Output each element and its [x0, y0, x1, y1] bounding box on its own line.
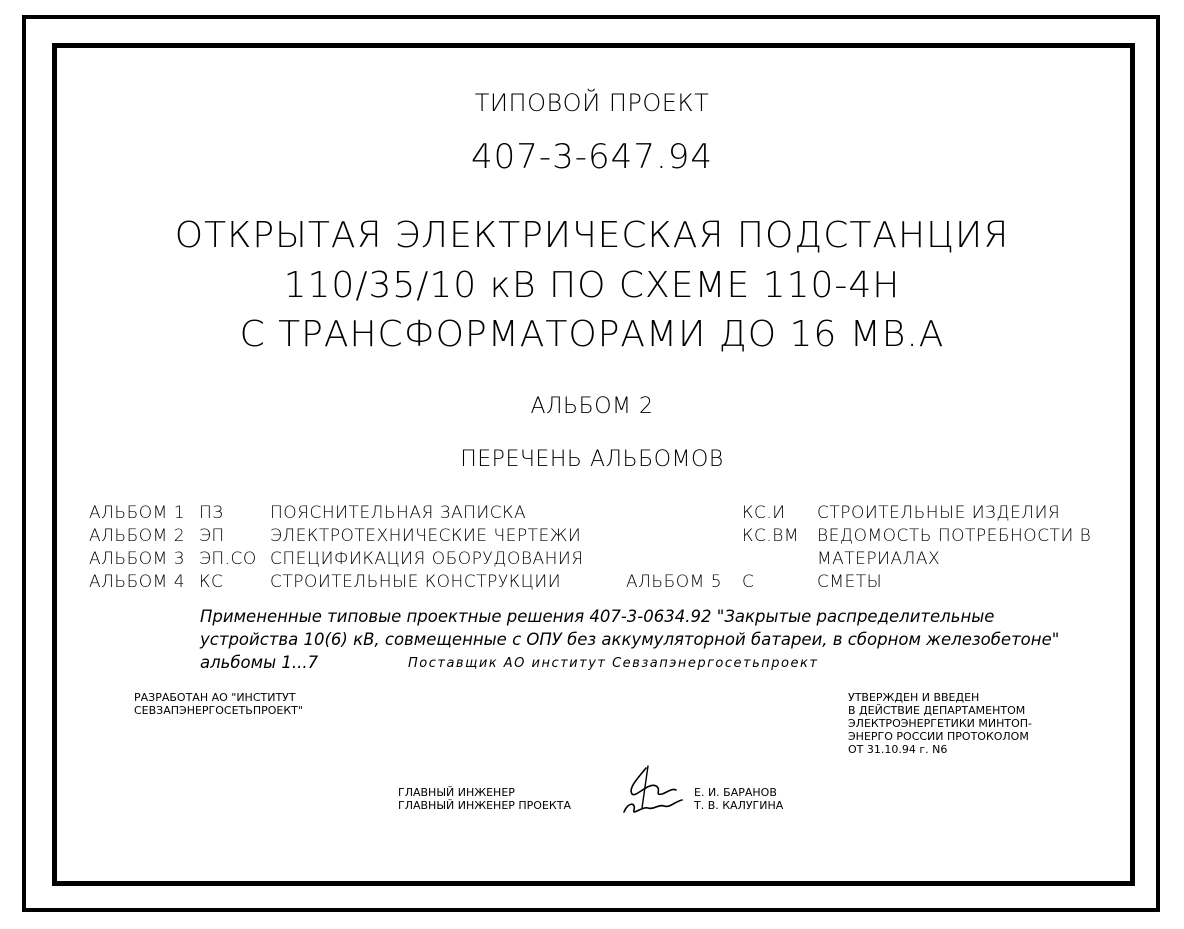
album-number: АЛЬБОМ 2: [530, 394, 654, 419]
albums-list-title: ПЕРЕЧЕНЬ АЛЬБОМОВ: [460, 447, 724, 472]
album-code-cell: ПЗ: [199, 503, 224, 523]
album-code-cell: КС.ВМ: [742, 526, 800, 546]
supplier-note: Поставщик АО институт Севзапэнергосетьпроект: [408, 656, 819, 671]
album-number-cell: АЛЬБОМ 3: [89, 549, 186, 569]
project-type-label: ТИПОВОЙ ПРОЕКТ: [474, 89, 710, 117]
album-code-cell: С: [742, 572, 755, 592]
album-name-cell: СТРОИТЕЛЬНЫЕ ИЗДЕЛИЯ: [817, 503, 1061, 523]
album-code-cell: ЭП.СО: [199, 549, 257, 569]
approval-line-3: ЭЛЕКТРОЭНЕРГЕТИКИ МИНТОП-: [848, 717, 1033, 730]
album-name-cell: СТРОИТЕЛЬНЫЕ КОНСТРУКЦИИ: [270, 572, 562, 592]
role-chief-engineer: ГЛАВНЫЙ ИНЖЕНЕР: [398, 786, 515, 799]
album-name-cell: СПЕЦИФИКАЦИЯ ОБОРУДОВАНИЯ: [270, 549, 584, 569]
album-name-cell: ПОЯСНИТЕЛЬНАЯ ЗАПИСКА: [270, 503, 527, 523]
album-number-cell: АЛЬБОМ 1: [89, 503, 186, 523]
approval-line-1: УТВЕРЖДЕН И ВВЕДЕН: [848, 691, 980, 704]
album-number-cell: АЛЬБОМ 5: [626, 572, 723, 592]
album-number-cell: АЛЬБОМ 2: [89, 526, 186, 546]
title-line-3: С ТРАНСФОРМАТОРАМИ ДО 16 МВ.А: [239, 314, 945, 355]
album-code-cell: КС.И: [742, 503, 786, 523]
album-name-cell: МАТЕРИАЛАХ: [817, 549, 941, 569]
applied-solutions-line-2: устройства 10(6) кВ, совмещенные с ОПУ без аккумуляторной батареи, в сборном железобетоне": [200, 630, 1060, 649]
album-code-cell: КС: [199, 572, 224, 592]
name-chief-engineer: Е. И. БАРАНОВ: [694, 786, 777, 799]
approval-line-2: В ДЕЙСТВИЕ ДЕПАРТАМЕНТОМ: [848, 704, 1026, 717]
album-name-cell: ЭЛЕКТРОТЕХНИЧЕСКИЕ ЧЕРТЕЖИ: [270, 526, 582, 546]
role-chief-project-engineer: ГЛАВНЫЙ ИНЖЕНЕР ПРОЕКТА: [398, 799, 571, 812]
name-chief-project-engineer: Т. В. КАЛУГИНА: [694, 799, 784, 812]
album-name-cell: ВЕДОМОСТЬ ПОТРЕБНОСТИ В: [817, 526, 1092, 546]
album-name-cell: СМЕТЫ: [817, 572, 883, 592]
approval-line-5: ОТ 31.10.94 г. N6: [848, 743, 948, 756]
title-line-2: 110/35/10 кВ ПО СХЕМЕ 110-4Н: [283, 265, 901, 306]
album-code-cell: ЭП: [199, 526, 225, 546]
developer-line-2: СЕВЗАПЭНЕРГОСЕТЬПРОЕКТ": [134, 704, 303, 717]
applied-solutions-line-1: Примененные типовые проектные решения 407-3-0634.92 "Закрытые распределительные: [200, 607, 995, 626]
title-line-1: ОТКРЫТАЯ ЭЛЕКТРИЧЕСКАЯ ПОДСТАНЦИЯ: [174, 215, 1010, 256]
developer-line-1: РАЗРАБОТАН АО "ИНСТИТУТ: [134, 691, 296, 704]
album-number-cell: АЛЬБОМ 4: [89, 572, 186, 592]
project-number: 407-3-647.94: [470, 137, 714, 177]
approval-line-4: ЭНЕРГО РОССИИ ПРОТОКОЛОМ: [848, 730, 1029, 743]
handwritten-signature: [618, 762, 688, 820]
applied-solutions-line-3: альбомы 1...7: [200, 653, 319, 672]
